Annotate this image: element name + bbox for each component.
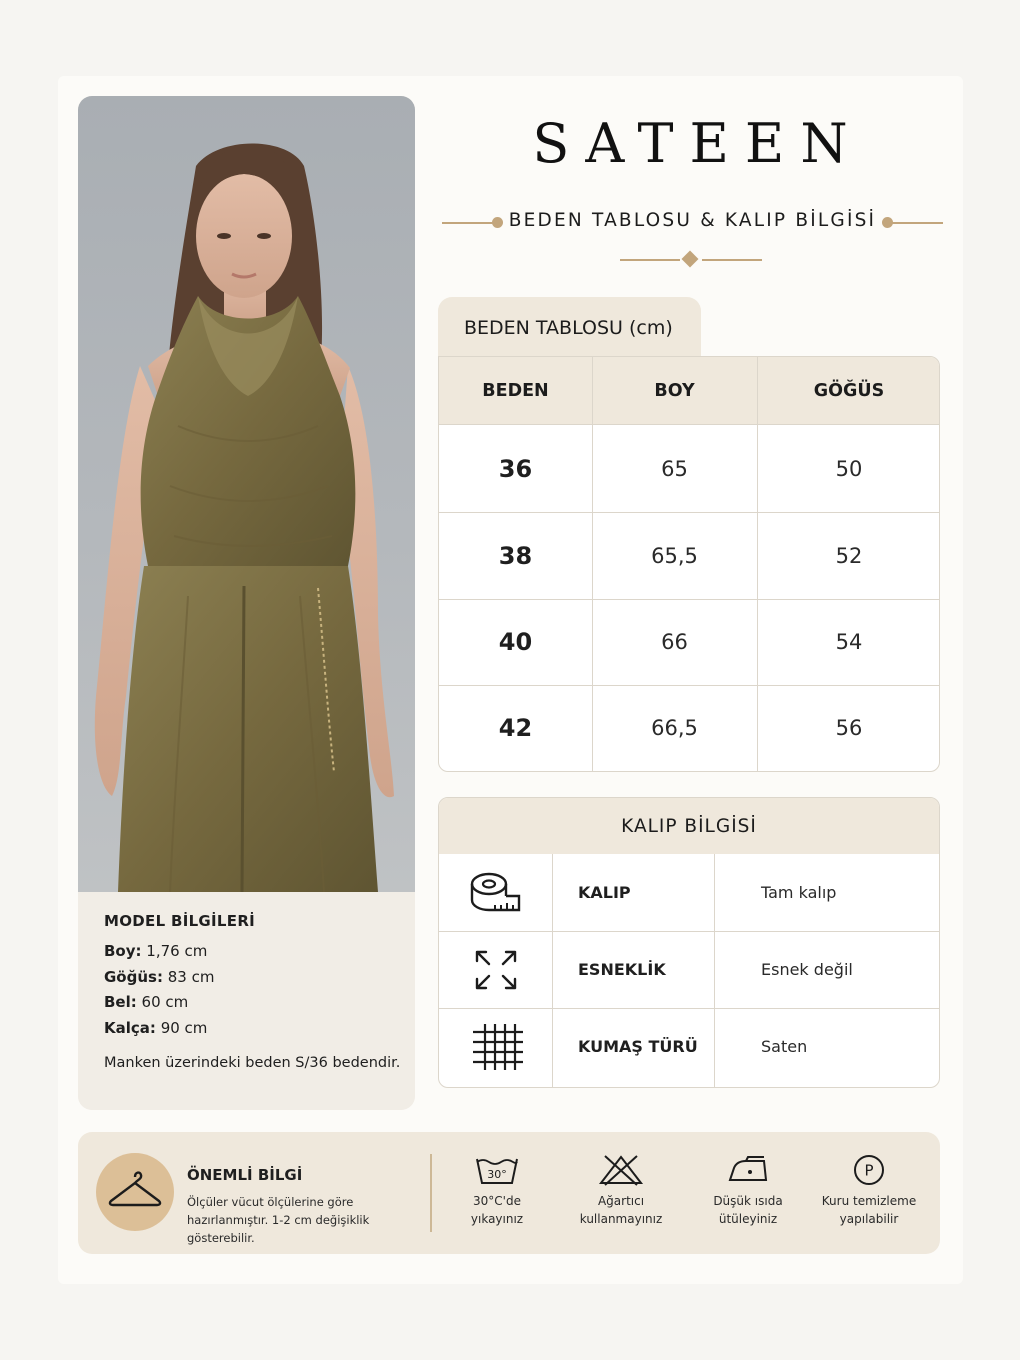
svg-text:30°: 30° (487, 1168, 507, 1181)
model-size-note: Manken üzerindeki beden S/36 bedendir. (104, 1055, 401, 1071)
cell-boy: 65,5 (651, 543, 698, 568)
cell-gogus: 50 (835, 456, 863, 481)
model-info-line: Göğüs: 83 cm (104, 967, 215, 986)
fit-label: ESNEKLİK (578, 960, 666, 979)
model-info-box (78, 892, 415, 1110)
wash-30-icon (473, 1154, 521, 1186)
cell-boy: 66 (661, 630, 688, 654)
cell-gogus: 56 (835, 716, 863, 740)
header-beden: BEDEN (482, 381, 549, 401)
cell-boy: 65 (661, 456, 688, 481)
band-separator (430, 1154, 432, 1232)
cell-size: 40 (498, 628, 533, 656)
care-item-dryclean: P Kuru temizleme yapılabilir (814, 1154, 924, 1228)
cell-size: 42 (498, 714, 533, 742)
stretch-arrows-icon (469, 947, 523, 993)
cell-gogus: 54 (835, 630, 863, 654)
fit-row-kalip (439, 854, 939, 931)
product-panel (78, 96, 415, 1110)
cell-gogus: 52 (835, 543, 863, 568)
measuring-tape-icon (469, 870, 523, 916)
important-info-band (78, 1132, 940, 1254)
care-item-bleach: Ağartıcı kullanmayınız (566, 1154, 676, 1228)
fit-value: Tam kalıp (761, 883, 837, 902)
hanger-badge (96, 1153, 174, 1231)
model-info-line: Kalça: 90 cm (104, 1018, 208, 1037)
model-info-line: Bel: 60 cm (104, 993, 189, 1011)
svg-text:P: P (864, 1161, 874, 1180)
model-info-title: MODEL BİLGİLERİ (104, 912, 256, 930)
fit-row-kumas (439, 1008, 939, 1085)
page-subtitle: BEDEN TABLOSU & KALIP BİLGİSİ (508, 210, 877, 231)
important-text: Ölçüler vücut ölçülerine göre hazırlanmıştır. 1-2 cm değişiklik gösterebilir. (187, 1195, 370, 1245)
fit-label: KALIP (578, 883, 631, 902)
header-gogus: GÖĞÜS (813, 381, 885, 401)
care-item-wash: 30° 30°C'de yıkayınız (442, 1154, 552, 1228)
fit-label: KUMAŞ TÜRÜ (578, 1037, 698, 1056)
size-table-tab: BEDEN TABLOSU (cm) (438, 297, 701, 357)
fit-value: Esnek değil (761, 960, 853, 979)
dry-clean-p-icon (845, 1154, 893, 1186)
fit-value: Saten (761, 1037, 808, 1056)
hanger-icon (107, 1167, 163, 1217)
important-title: ÖNEMLİ BİLGİ (187, 1166, 303, 1184)
cell-boy: 66,5 (651, 716, 698, 740)
ornament-diamond (682, 251, 699, 268)
fabric-grid-icon (469, 1024, 523, 1070)
subtitle-row (440, 208, 945, 238)
size-table (438, 356, 940, 772)
iron-low-icon (724, 1154, 772, 1186)
fit-info-table (438, 797, 940, 1088)
model-illustration (78, 96, 415, 892)
fit-row-esneklik (439, 931, 939, 1008)
brand-logo: SATEEN (532, 112, 864, 175)
header-boy: BOY (654, 381, 695, 401)
cell-size: 38 (498, 541, 533, 570)
care-item-iron: Düşük ısıda ütüleyiniz (693, 1154, 803, 1228)
product-photo (78, 96, 415, 892)
no-bleach-icon (597, 1154, 645, 1186)
ornament-line (892, 222, 943, 224)
cell-size: 36 (498, 454, 533, 483)
fit-info-title: KALIP BİLGİSİ (439, 798, 939, 854)
model-info-line: Boy: 1,76 cm (104, 942, 208, 960)
ornament-divider (620, 250, 762, 270)
